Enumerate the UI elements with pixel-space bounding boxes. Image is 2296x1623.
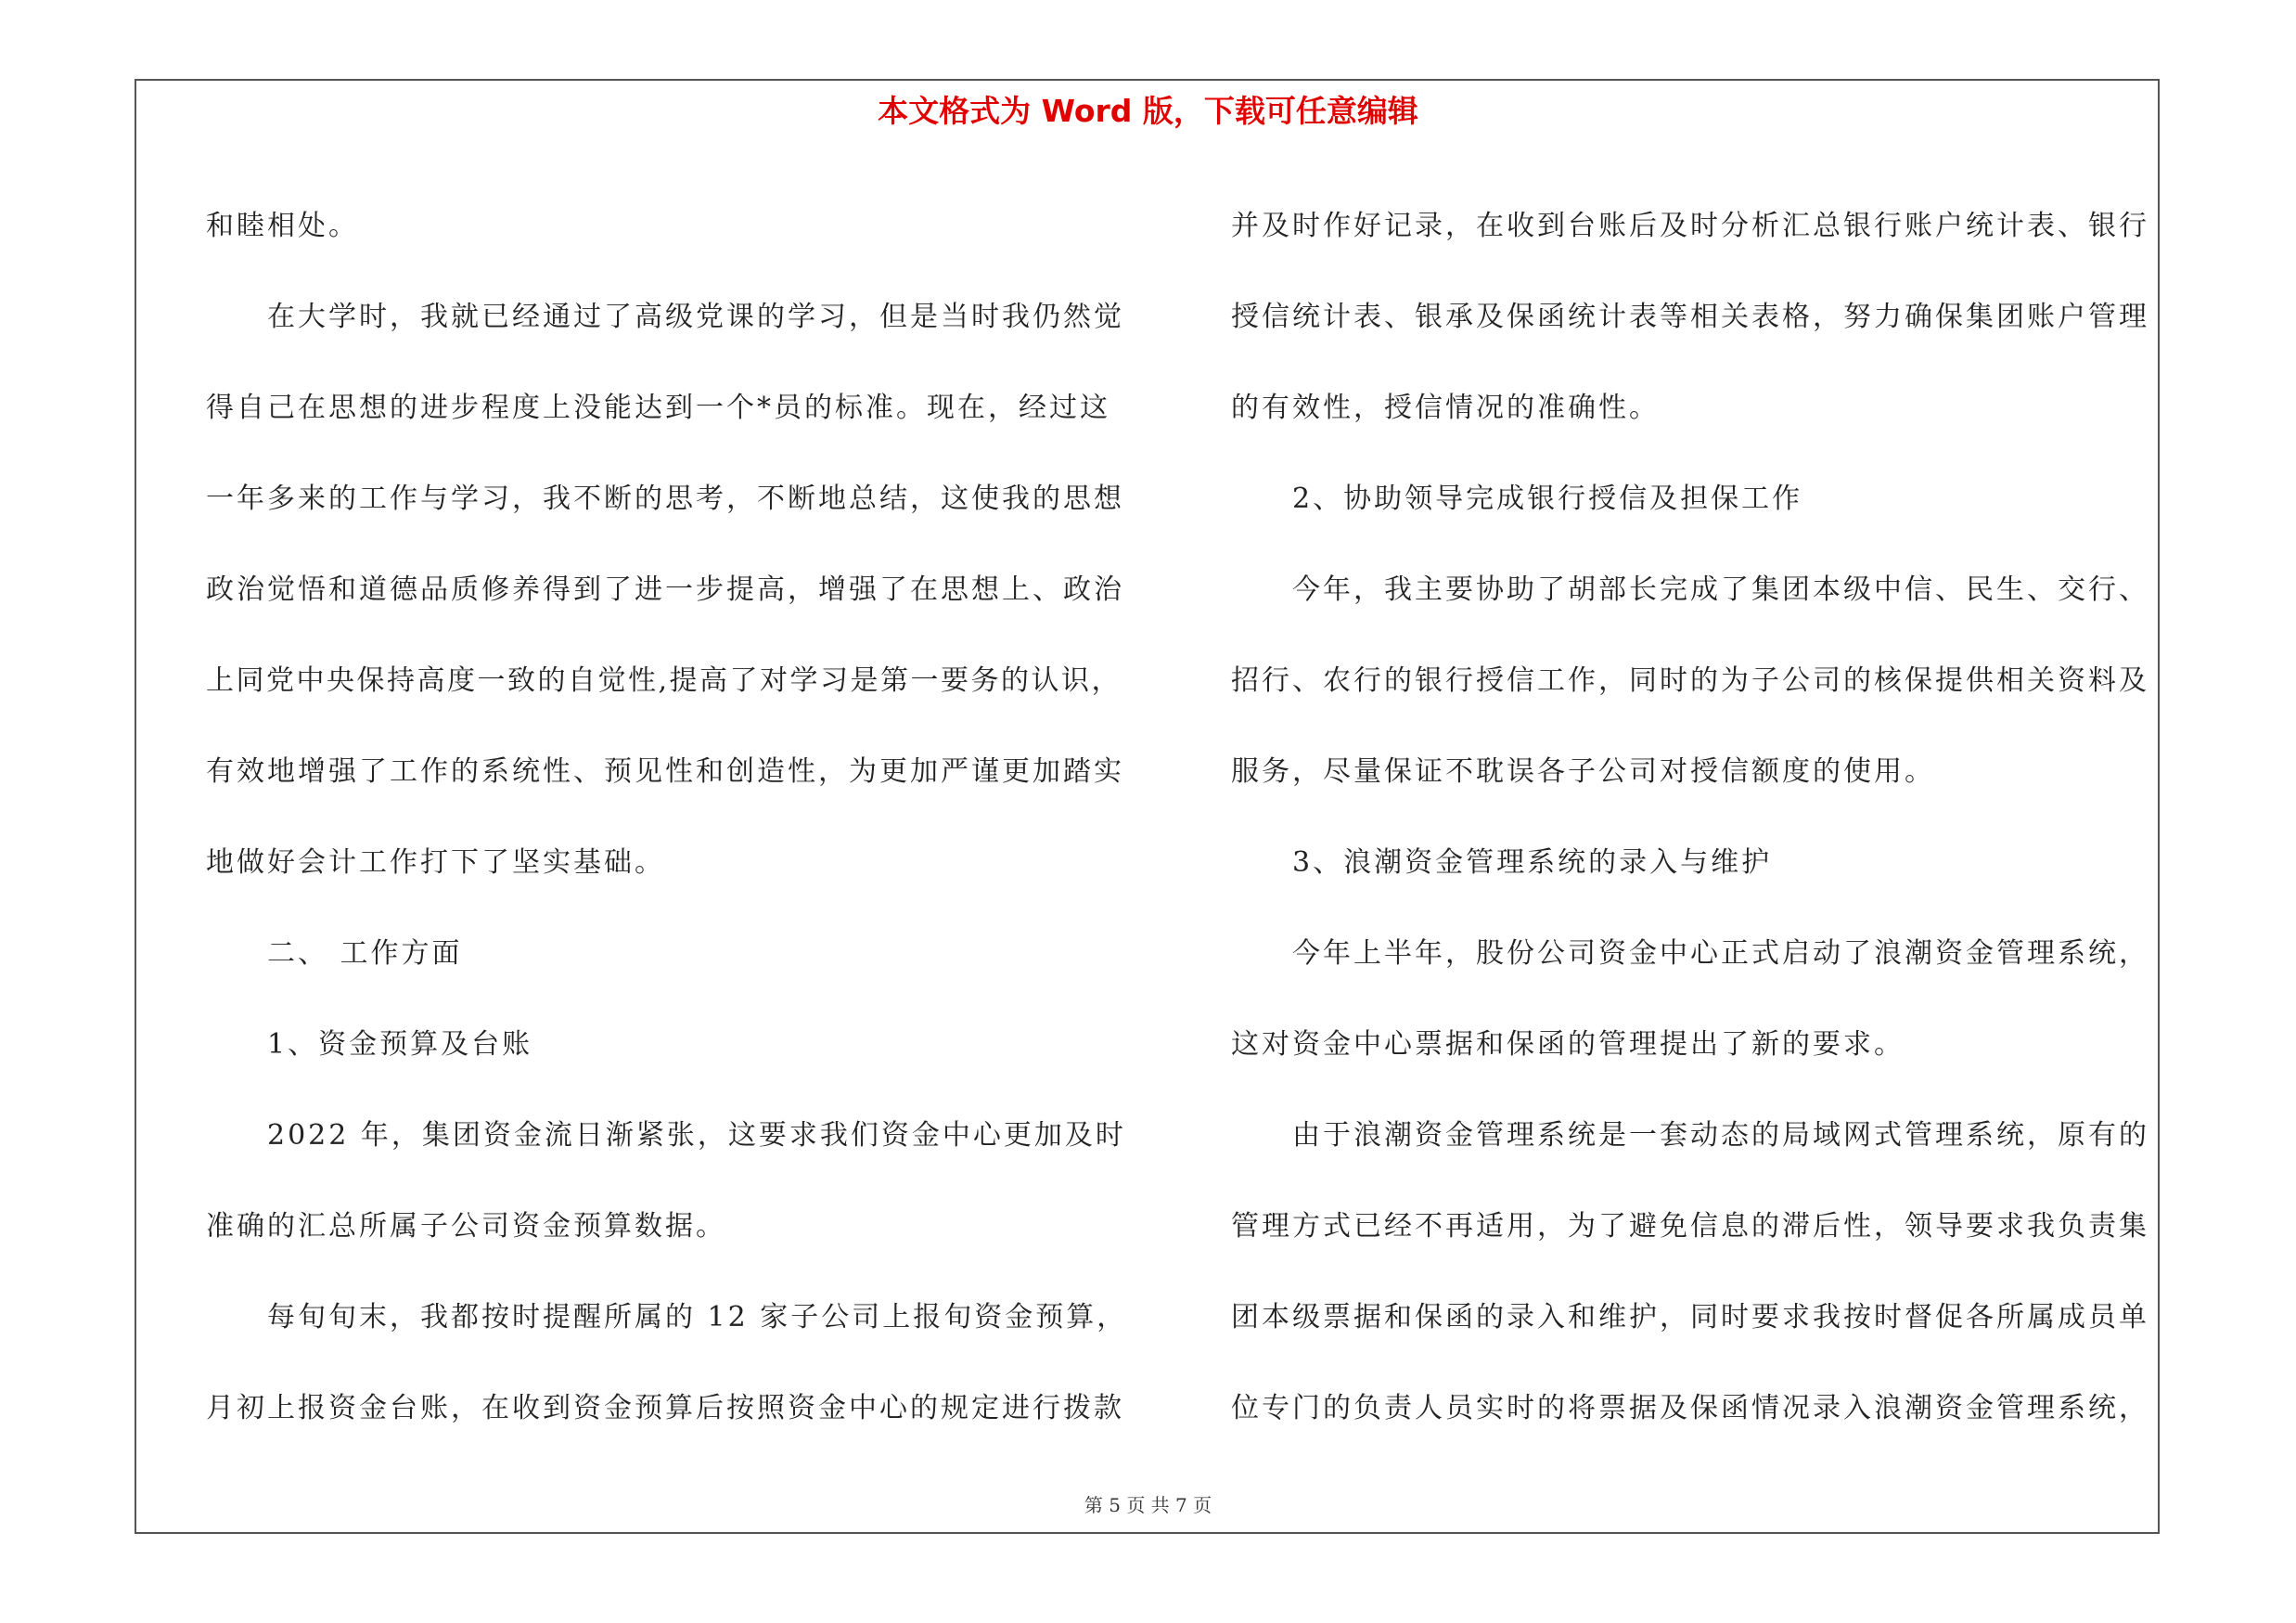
left-column: [206, 181, 1134, 1454]
text-line: 3、浪潮资金管理系统的录入与维护: [1292, 846, 1773, 879]
text-line: 由于浪潮资金管理系统是一套动态的局域网式管理系统，原有的: [1292, 1119, 2149, 1152]
text-line: 团本级票据和保函的录入和维护，同时要求我按时督促各所属成员单: [1231, 1301, 2149, 1333]
text-line: 在大学时，我就已经通过了高级党课的学习，但是当时我仍然觉: [267, 301, 1124, 333]
text-line: 的有效性，授信情况的准确性。: [1231, 392, 1660, 424]
text-line: 今年上半年，股份公司资金中心正式启动了浪潮资金管理系统，: [1292, 937, 2149, 970]
text-line: 上同党中央保持高度一致的自觉性,提高了对学习是第一要务的认识，: [206, 664, 1122, 697]
text-line: 授信统计表、银承及保函统计表等相关表格，努力确保集团账户管理: [1231, 301, 2149, 333]
text-line: 政治觉悟和道德品质修养得到了进一步提高，增强了在思想上、政治: [206, 573, 1124, 606]
text-line: 1、资金预算及台账: [267, 1028, 533, 1061]
text-line: 服务，尽量保证不耽误各子公司对授信额度的使用。: [1231, 755, 1935, 788]
text-line: 今年，我主要协助了胡部长完成了集团本级中信、民生、交行、: [1292, 573, 2149, 606]
text-line: 准确的汇总所属子公司资金预算数据。: [206, 1210, 726, 1243]
text-line: 2022 年，集团资金流日渐紧张，这要求我们资金中心更加及时: [267, 1119, 1126, 1152]
text-line: 并及时作好记录，在收到台账后及时分析汇总银行账户统计表、银行: [1231, 210, 2149, 242]
text-line: 得自己在思想的进步程度上没能达到一个*员的标准。现在，经过这: [206, 392, 1110, 424]
text-line: 和睦相处。: [206, 210, 359, 242]
text-line: 有效地增强了工作的系统性、预见性和创造性，为更加严谨更加踏实: [206, 755, 1124, 788]
right-column: [1231, 181, 2159, 1454]
text-line: 每旬旬末，我都按时提醒所属的 12 家子公司上报旬资金预算，: [267, 1301, 1128, 1333]
text-line: 一年多来的工作与学习，我不断的思考，不断地总结，这使我的思想: [206, 483, 1124, 515]
text-line: 2、协助领导完成银行授信及担保工作: [1292, 483, 1803, 515]
text-line: 二、 工作方面: [267, 937, 463, 970]
text-line: 地做好会计工作打下了坚实基础。: [206, 846, 665, 879]
text-line: 管理方式已经不再适用，为了避免信息的滞后性，领导要求我负责集: [1231, 1210, 2149, 1243]
text-line: 这对资金中心票据和保函的管理提出了新的要求。: [1231, 1028, 1905, 1061]
text-line: 月初上报资金台账，在收到资金预算后按照资金中心的规定进行拨款: [206, 1392, 1124, 1424]
text-line: 招行、农行的银行授信工作，同时的为子公司的核保提供相关资料及: [1231, 664, 2149, 697]
page-footer: 第 5 页 共 7 页: [1084, 1494, 1212, 1516]
header-banner: 本文格式为 Word 版，下载可任意编辑: [878, 93, 1418, 129]
text-line: 位专门的负责人员实时的将票据及保函情况录入浪潮资金管理系统，: [1231, 1392, 2149, 1424]
